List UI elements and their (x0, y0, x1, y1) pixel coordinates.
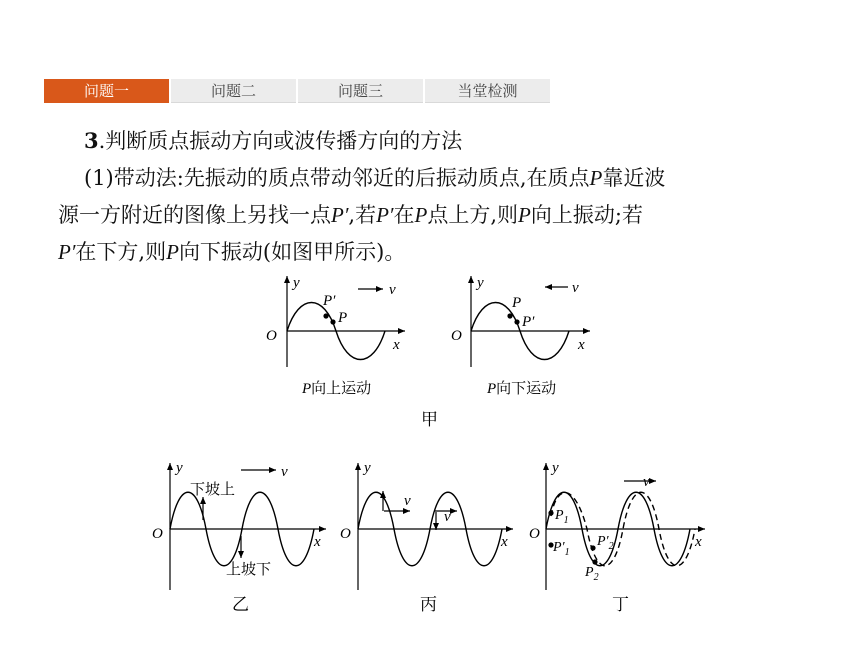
p-label: P (338, 310, 348, 326)
diagram-bing (340, 460, 513, 590)
point-p-prime (514, 319, 519, 324)
var-p: P (589, 166, 603, 190)
y-label: y (364, 460, 371, 476)
text-run: 在下方,则 (75, 240, 167, 264)
v-label-1: v (404, 493, 411, 509)
text-run: (1)带动法:先振动的质点带动邻近的后振动质点,在质点 (84, 166, 590, 190)
p-label: P (512, 295, 522, 311)
point-p-prime (323, 313, 328, 318)
text-run: 源一方附近的图像上另找一点 (58, 203, 331, 227)
var-p-prime: P′ (58, 240, 76, 264)
point-p2 (592, 559, 597, 564)
diagram-yi (152, 460, 326, 590)
var-p: P (166, 240, 179, 264)
text-run: 点上方,则 (427, 203, 519, 227)
p-prime-label: P′ (522, 314, 535, 330)
v-label-2: v (444, 509, 451, 525)
p-prime-label: P′ (323, 293, 336, 309)
point-p2-prime (590, 545, 595, 550)
heading-number: 3 (84, 128, 99, 153)
text-run: 靠近波 (602, 166, 666, 190)
tab-question-1[interactable]: 问题一 (44, 79, 169, 103)
x-label: x (578, 337, 585, 353)
x-label: x (695, 534, 702, 550)
p2-label: $P_2$ (585, 565, 599, 583)
point-p (330, 319, 335, 324)
heading-text: .判断质点振动方向或波传播方向的方法 (98, 129, 463, 153)
caption-ding: 丁 (612, 595, 629, 614)
var-p: P (414, 203, 428, 227)
label-down-slope-up: 下坡上 (190, 482, 236, 498)
x-label: x (393, 337, 400, 353)
diagram-ding (529, 460, 705, 590)
v-label: v (389, 282, 396, 298)
y-label: y (293, 275, 300, 291)
caption-up: P向上运动 (302, 379, 372, 397)
v-label: v (643, 474, 650, 490)
x-label: x (314, 534, 321, 550)
caption-yi: 乙 (232, 595, 249, 614)
origin-label: O (152, 526, 163, 542)
text-run: ,若 (348, 203, 377, 227)
label-up-slope-down: 上坡下 (226, 562, 272, 578)
y-label: y (477, 275, 484, 291)
var-p-prime: P′ (376, 203, 394, 227)
diagram-jia-right (451, 275, 590, 397)
p1-prime-label: $P'_1$ (553, 540, 570, 558)
origin-label: O (451, 328, 462, 344)
v-label: v (572, 280, 579, 296)
diagram-jia-left (266, 275, 405, 397)
text-run: 向下振动(如图甲所示)。 (178, 240, 406, 264)
origin-label: O (340, 526, 351, 542)
caption-bing: 丙 (420, 595, 437, 614)
caption-down: P向下运动 (487, 379, 557, 397)
text-run: 向上振动;若 (530, 203, 643, 227)
origin-label: O (266, 328, 277, 344)
p2-prime-label: $P'_2$ (597, 534, 614, 552)
var-p: P (518, 203, 531, 227)
caption-jia: 甲 (421, 410, 438, 429)
y-label: y (176, 460, 183, 476)
p1-label: $P_1$ (555, 508, 569, 526)
tab-question-3[interactable]: 问题三 (298, 79, 423, 103)
v-label: v (281, 464, 288, 480)
tab-in-class-test[interactable]: 当堂检测 (425, 79, 550, 103)
tab-question-2[interactable]: 问题二 (171, 79, 296, 103)
var-p-prime: P′ (331, 203, 349, 227)
x-label: x (501, 534, 508, 550)
point-p (507, 313, 512, 318)
y-label: y (552, 460, 559, 476)
text-run: 在 (393, 203, 415, 227)
origin-label: O (529, 526, 540, 542)
point-p1 (548, 510, 553, 515)
